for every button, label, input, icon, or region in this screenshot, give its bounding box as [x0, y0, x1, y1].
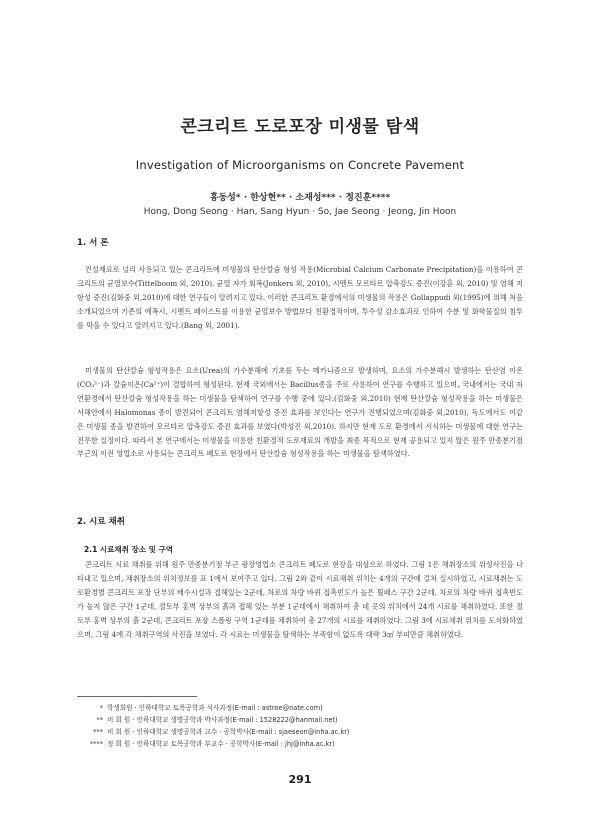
sampling-paragraph-1: 콘크리트 시료 채취를 위해 원주 만종분기점 부근 광장영업소 콘크리트 폐도로 현장을 대상으로 하였다. 그림 1은 채취장소의 위성사진을 나타내고 있으며, 채취장소의 위치정보를 표 1에서 보여주고 있다. 그림 2와 같이 시료채취 위치는 4개의 구간에 걸쳐 실시하였고, 시료채취는 도로환경별 콘크리트 포장 단부의 배수시설과 접해있는 2군데, 차로의 차량 바퀴 접촉빈도가 높은 휠패스 구간 2군데, 차로의 차량 바퀴 접촉빈도가 높지 않은 구간 1군데, 절토부 홍벽 상부의 흙과 접해 있는 부분 1군데에서 채취하여 총 네 곳의 위치에서 24개 시료를 채취하였다. 또한 절토부 홍벽 상부의 흙 2군데, 콘크리트 포장 스폴링 구역 1군데를 채취하여 총 27개의 시료를 채취하였다. 그림 3에 시료채취 위치를 도식화하였으며, 그림 4에 각 채취구역의 사진을 보였다. 각 시료는 미생물을 탐색하는 부족함이 없도록 대략 3㎤ 부피만큼 채취하였다.	[77, 560, 523, 639]
authors-korean: 홍동성* · 한상현** · 소재성*** · 정진훈****	[209, 193, 391, 203]
introduction-paragraph-1: 건설재료로 널리 사용되고 있는 콘크리트에 미생물의 탄산칼슘 형성 작용(Microbial Calcium Carbonate Precipitation)을 이용하여 콘크리트의 균열보수(Tittelboom 외, 2010), 균열 자가 회복(Jonkers 외, 2010), 시멘트 모르타르 압축강도 증진(이강훈 외, 2010) 및 염해 저항성 증진(김화중 외,2010)에 대한 연구들이 알려지고 있다. 이러한 콘크리트 환경에서의 미생물의 작용은 Gollappudi 외(1995)에 의해 처음 소개되었으며 기존의 에폭시, 시멘트 페이스트를 이용한 균열보수 방법보다 친환경적이며, 투수성 감소효과로 인하여 수분 및 화학물질의 침투를 막을 수 있다고 알려지고 있다.(Bang 외, 2001).	[77, 265, 523, 330]
section-heading-sampling: 2. 시료 채취	[77, 517, 125, 527]
footnote-4	[77, 739, 523, 749]
footnote-mark: ****	[89, 740, 103, 748]
footnote-2	[77, 715, 523, 725]
footnote-text: 비 회 원 · 인하대학교 생명공학과 박사과정(E-mail : 1528222@hanmail.net)	[107, 716, 338, 724]
introduction-paragraph-2: 미생물의 탄산칼슘 형성작용은 요소(Urea)의 가수분해에 기초를 두는 메카니즘으로 발생하며, 요소의 가수분해시 발생하는 탄산염 이온(CO₃²⁻)과 칼슘이온(Ca²⁺)이 결합하여 형성된다. 현재 국외에서는 Bacillus종을 주로 사용하여 연구를 수행하고 있으며, 국내에서는 국내 자연환경에서 탄산칼슘 형성작용을 하는 미생물을 탐색하여 연구를 수행 중에 있다.(김화중 외,2010) 현재 탄산칼슘 형성작용을 하는 미생물은 서해안에서 Halomonas 종이 발견되어 콘크리트 염해저항성 증진 효과를 보인다는 연구가 진행되었으며(김화중 외,2010), 독도에서도 이같은 미생물 종을 발견하여 모르타르 압축강도 증진 효과를 보였다(박성진 외,2010). 하지만 현재 도로 환경에서 서식하는 미생물에 대한 연구는 전무한 실정이다. 따라서 본 연구에서는 미생물을 이용한 친환경적 도로재료의 개발을 최종 목적으로 현재 공용되고 있지 않은 원주 만종분기점 부근의 이전 영업소로 사용되는 콘크리트 폐도로 현장에서 탄산칼슘 형성작용을 하는 미생물을 탐색하였다.	[77, 366, 523, 459]
footnote-text: 학생회원 · 인하대학교 토목공학과 석사과정(E-mail : astroe@nate.com)	[107, 704, 323, 712]
footnote-mark: **	[96, 716, 103, 724]
footnote-text: 정 회 원 · 인하대학교 토목공학과 부교수 · 공학박사(E-mail : jhj@inha.ac.kr)	[107, 740, 335, 748]
section-heading-introduction: 1. 서 론	[77, 238, 109, 248]
footnote-mark: *	[99, 704, 103, 712]
paper-title: 콘크리트 도로포장 미생물 탐색	[180, 117, 420, 137]
page-number: 291	[288, 773, 312, 786]
footnote-mark: ***	[93, 728, 103, 736]
subsection-heading-sampling-site: 2.1 시료채취 장소 및 구역	[84, 545, 173, 554]
authors-english: Hong, Dong Seong · Han, Sang Hyun · So, Jae Seong · Jeong, Jin Hoon	[143, 207, 457, 217]
footnote-divider	[77, 696, 197, 697]
paper-subtitle: Investigation of Microorganisms on Concrete Pavement	[135, 158, 465, 172]
footnote-3	[77, 727, 523, 737]
footnote-text: 비 회 원 · 인하대학교 생명공학과 교수 · 공학박사(E-mail : sjaeseon@inha.ac.kr)	[107, 728, 350, 736]
footnote-1	[77, 703, 523, 713]
